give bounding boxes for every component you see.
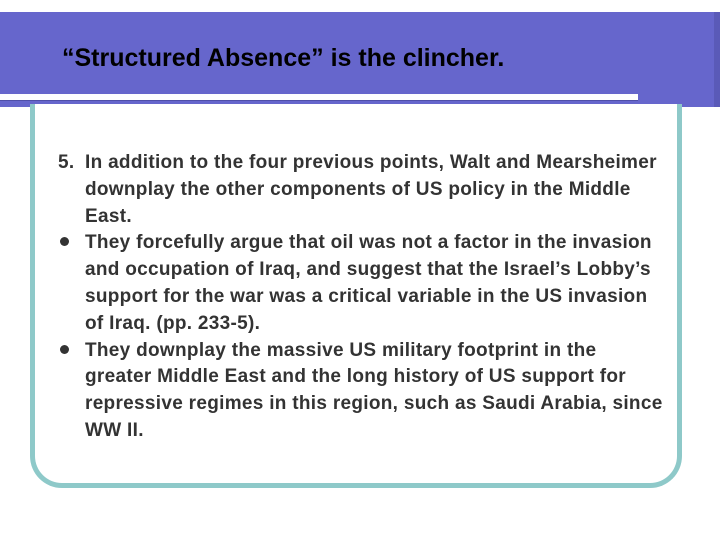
list-item-bullet	[58, 338, 668, 445]
list-item-text: They downplay the massive US military footprint in the greater Middle East and the long history of US support for repressive regimes in this region, such as Saudi Arabia, since WW II.	[85, 339, 663, 441]
slide-title: “Structured Absence” is the clincher.	[62, 44, 505, 72]
item-number: 5.	[58, 152, 75, 173]
title-underline-rule	[0, 94, 638, 100]
bullet-dot-icon	[58, 230, 85, 257]
list-item-bullet	[58, 230, 668, 337]
bullet-dot-icon	[58, 338, 85, 365]
bullet-list	[58, 150, 668, 445]
list-item-text: In addition to the four previous points, Walt and Mearsheimer downplay the other components of US policy in the Middle East.	[85, 152, 657, 227]
list-item-text: They forcefully argue that oil was not a factor in the invasion and occupation of Iraq, and suggest that the Israel’s Lobby’s support for the war was a critical variable in the US invasion of Iraq. (pp. 233-5).	[85, 232, 652, 334]
list-item-numbered	[58, 150, 668, 230]
title-bar-edge	[714, 12, 720, 107]
